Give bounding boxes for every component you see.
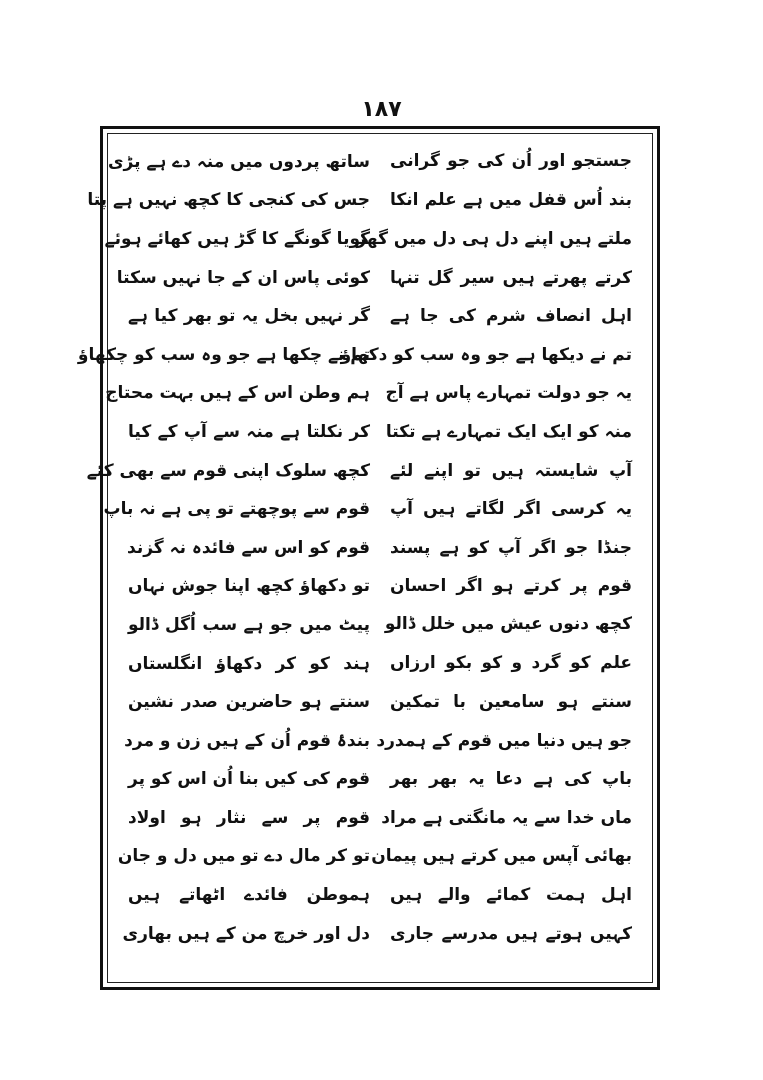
misra-first: اہل انصاف شرم کی جا ہے [390,306,632,327]
misra-second: تو کر مال دے تو میں دل و جان [117,846,370,867]
misra-first: کہیں ہوتے ہیں مدرسے جاری [390,923,632,944]
misra-first: منہ کو ایک ایک تمہارے ہے تکتا [385,421,632,442]
misra-first: سنتے ہو سامعین با تمکین [390,692,632,713]
couplet [118,914,642,953]
misra-second: جس کی کنجی کا کچھ نہیں ہے پتا [87,190,370,211]
couplet [118,682,642,721]
misra-second: قوم سے پوچھتے تو پی ہے نہ باپ [103,499,370,520]
misra-first: ماں خدا سے یہ مانگتی ہے مراد [381,807,632,828]
couplet [118,605,642,644]
misra-second: تو دکھاؤ کچھ اپنا جوش نہاں [128,576,370,597]
misra-first: علم کو گرد و کو بکو ارزاں [390,653,632,674]
misra-first: تم نے دیکھا ہے جو وہ سب کو دکھاؤ [340,344,632,365]
misra-first: بھائی آپس میں کرتے ہیں پیمان [371,846,632,867]
couplet [118,258,642,297]
misra-second: دل اور خرچ من کے ہیں بھاری [122,923,370,944]
misra-second: تم نے چکھا ہے جو وہ سب کو چکھاؤ [77,344,370,365]
misra-second: کوئی پاس ان کے جا نہیں سکتا [116,267,370,288]
couplet [118,798,642,837]
couplet [118,567,642,606]
misra-second: سنتے ہو حاضرین صدر نشین [128,692,370,713]
misra-first: یہ جو دولت تمہارے پاس ہے آج [385,383,632,404]
misra-second: پیٹ میں جو ہے سب اُگل ڈالو [128,614,370,635]
misra-first: جستجو اور اُن کی جو گرانی [390,151,632,172]
misra-first: کچھ دنوں عیش میں خلل ڈالو [384,614,632,635]
misra-second: گر نہیں بخل یہ تو بھر کیا ہے [128,306,370,327]
misra-second: قوم کی کیں بنا اُن اس کو پر [128,768,370,789]
misra-first: قوم پر کرتے ہو اگر احسان [390,576,632,597]
misra-first: کرتے پھرتے ہیں سیر گل تنہا [390,267,632,288]
misra-second: گویا گونگے کا گڑ ہیں کھائے ہوئے [104,228,370,249]
page-number: ١٨٧ [361,97,402,122]
misra-first: باپ کی ہے دعا یہ بھر بھر [390,769,632,790]
couplet [107,142,642,181]
poem [77,142,642,952]
misra-first: بند اُس قفل میں ہے علم انکا [390,190,632,211]
misra-first: اہل ہمت کمائے والے ہیں [390,885,632,906]
misra-second: کر نکلتا ہے منہ سے آپ کے کیا [128,421,370,442]
couplet [118,837,642,876]
couplet [118,528,642,567]
couplet [118,412,642,451]
misra-second: ہند کو کر دکھاؤ انگلستاں [128,653,370,674]
misra-first: جنڈا جو اگر آپ کو ہے پسند [390,537,632,558]
couplet [118,721,642,760]
couplet [86,451,642,490]
couplet [77,335,642,374]
misra-first: ملتے ہیں اپنے دل ہی دل میں گھر [356,228,632,249]
couplet [87,181,642,220]
misra-first: یہ کرسی اگر لگاتے ہیں آپ [390,499,632,520]
couplet [104,219,642,258]
couplet [118,644,642,683]
couplet [118,296,642,335]
misra-second: ہموطن فائدے اٹھاتے ہیں [128,885,370,906]
couplet [105,374,642,413]
misra-second: قوم کو اس سے فائدہ نہ گزند [127,537,370,558]
misra-first: آپ شایستہ ہیں تو اپنے لئے [390,460,632,481]
misra-second: قوم پر سے نثار ہو اولاد [128,807,370,828]
couplet [103,489,642,528]
misra-second: کچھ سلوک اپنی قوم سے بھی کئے [86,460,370,481]
misra-second: بندۂ قوم اُن کے ہیں زن و مرد [124,730,370,751]
couplet [118,760,642,799]
misra-second: ساتھ پردوں میں منہ دے ہے پڑی [107,151,370,172]
couplet [118,875,642,914]
misra-first: جو ہیں دنیا میں قوم کے ہمدرد [376,730,632,751]
misra-second: ہم وطن اس کے ہیں بہت محتاج [105,383,370,404]
